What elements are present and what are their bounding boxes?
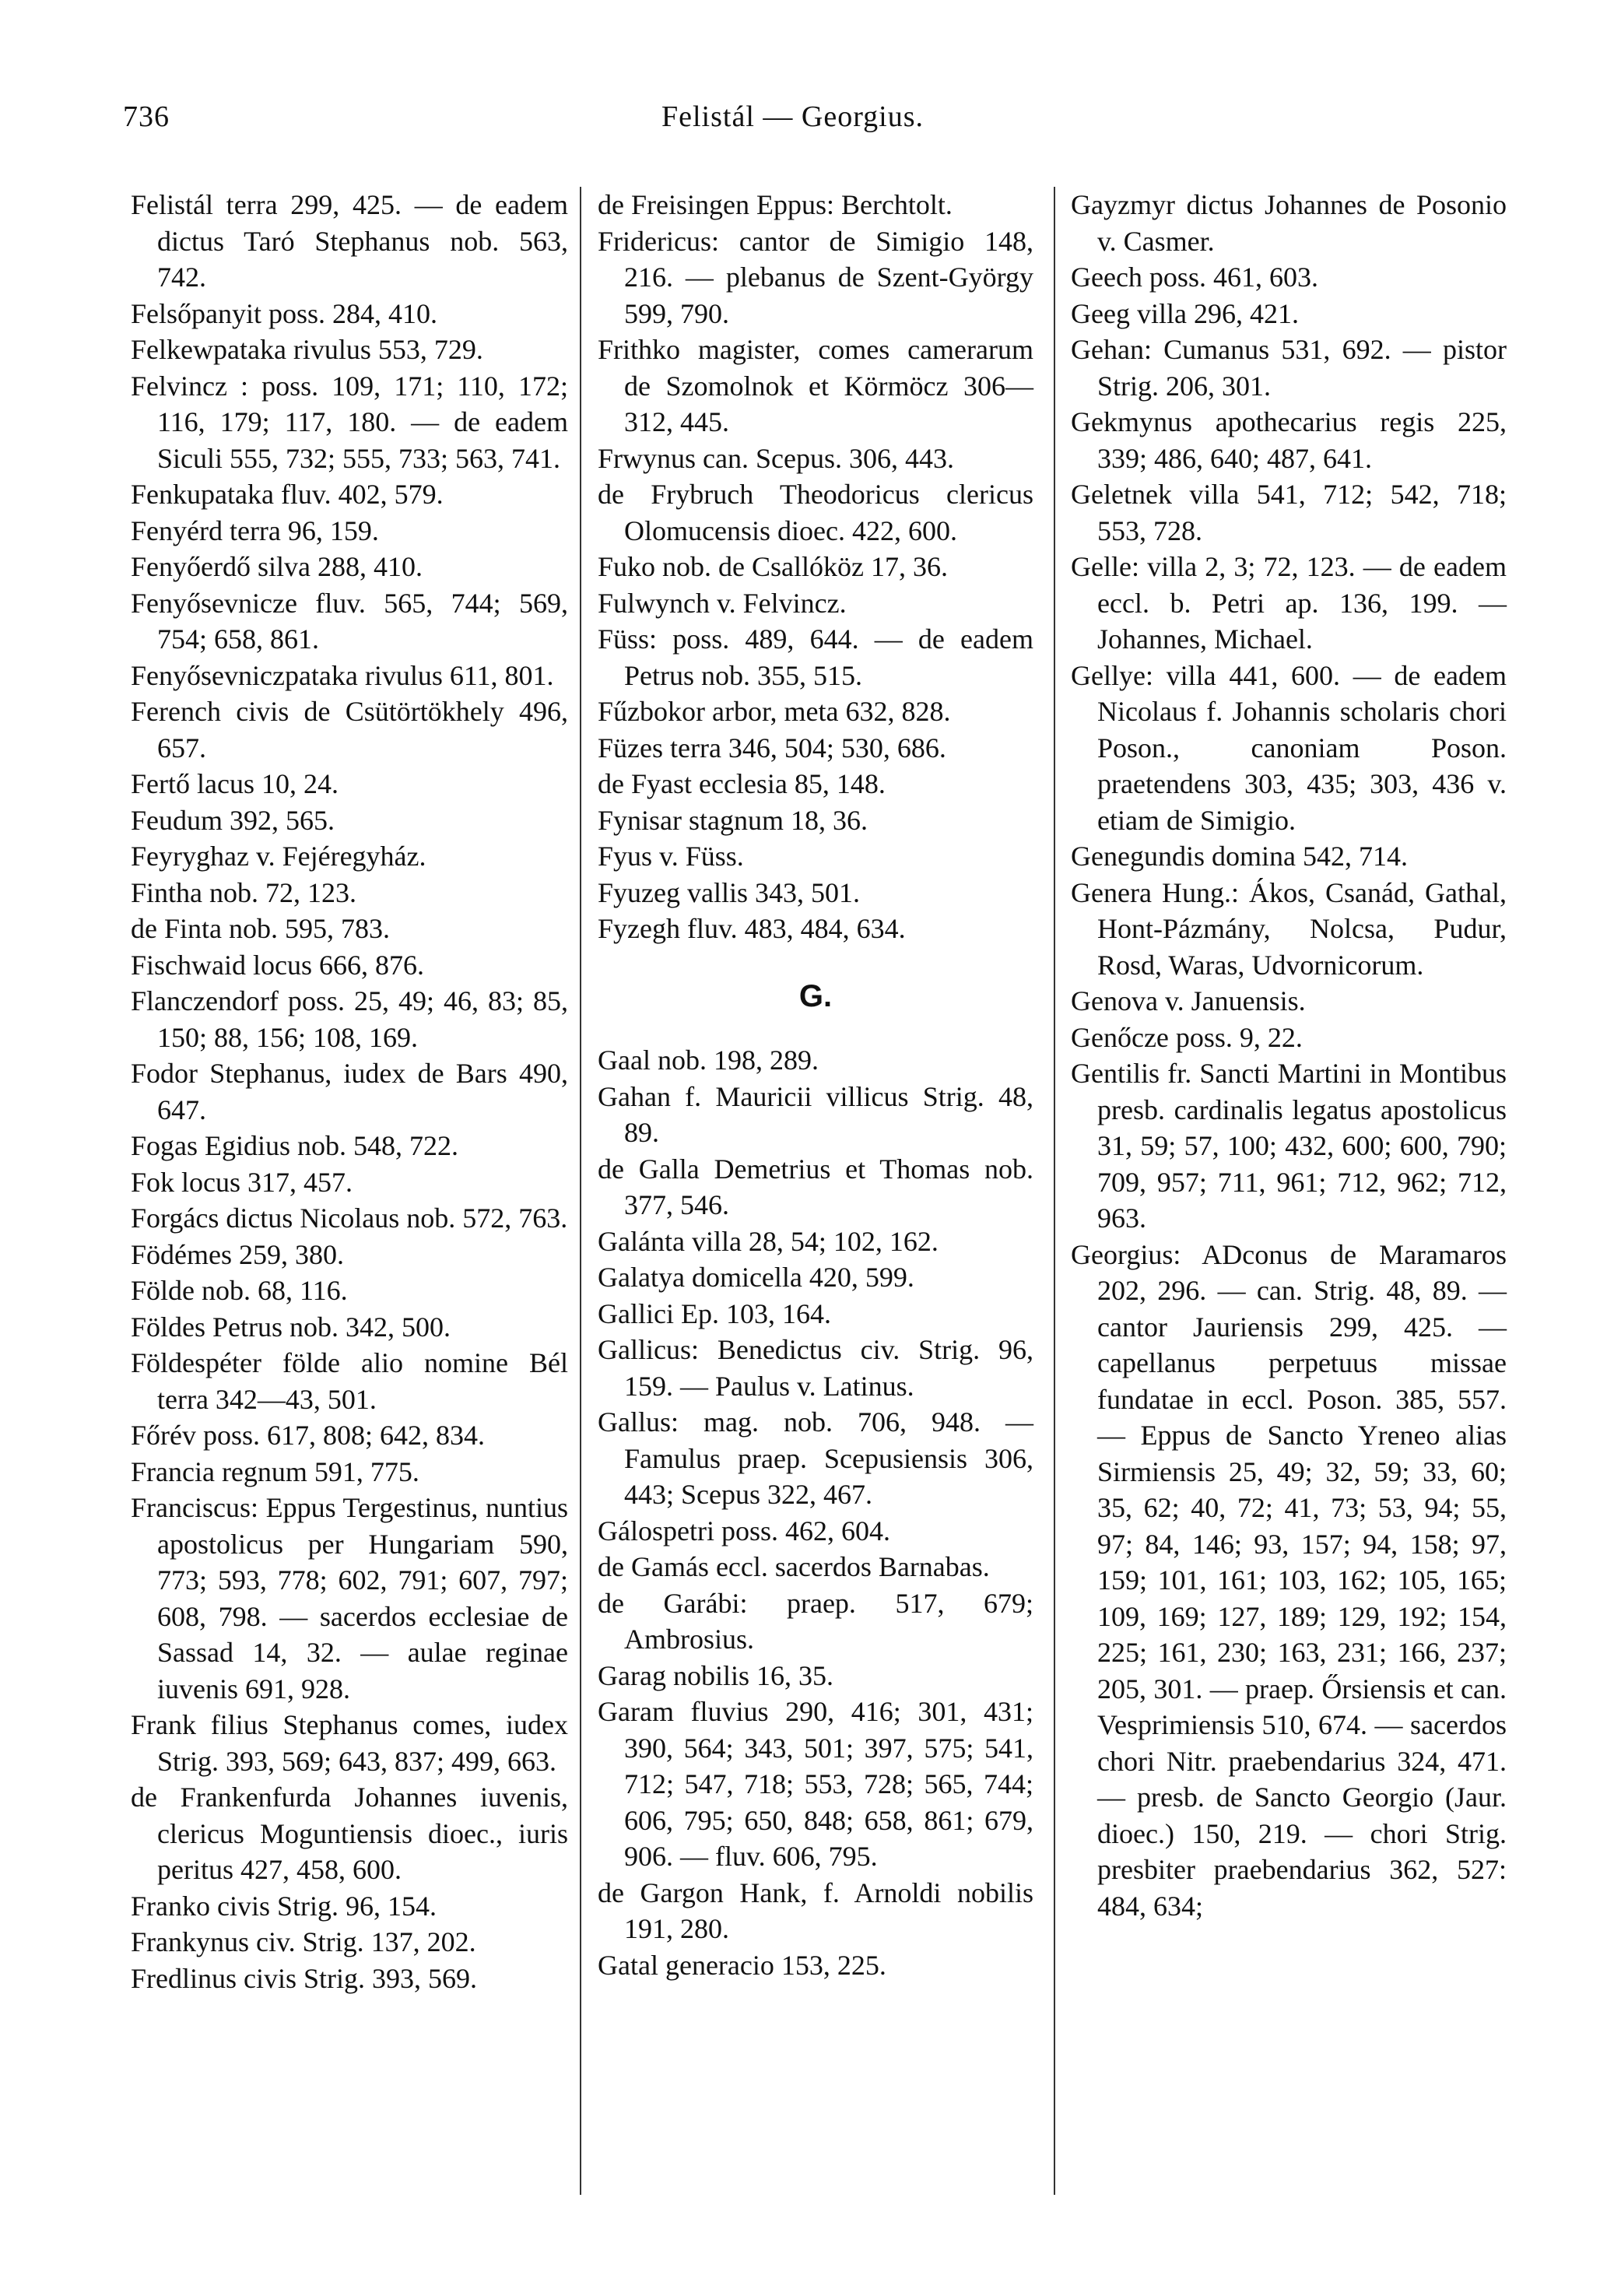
index-entry: Fynisar stagnum 18, 36. [598,804,868,836]
running-head: Felistál — Georgius. [661,100,925,133]
index-entry: Flanczendorf poss. 25, 49; 46, 83; 85, 150; 88, 156; 108, 169. [131,985,568,1053]
index-entry: Fischwaid locus 666, 876. [131,949,424,981]
index-entry: Geech poss. 461, 603. [1071,262,1318,293]
index-column-1 [131,187,568,1996]
index-entry: Felvincz : poss. 109, 171; 110, 172; 116, 179; 117, 180. — de eadem Siculi 555, 732; 555, 733; 563, 741. [131,370,568,474]
index-entry: Franko civis Strig. 96, 154. [131,1890,437,1922]
index-entries-f [598,187,1033,947]
index-entry: Fyzegh fluv. 483, 484, 634. [598,913,906,944]
index-entry: Fogas Egidius nob. 548, 722. [131,1130,459,1161]
index-entry: Geletnek villa 541, 712; 542, 718; 553, 728. [1071,479,1507,546]
index-entry: Franciscus: Eppus Tergestinus, nuntius apostolicus per Hungariam 590, 773; 593, 778; 602, 791; 607, 797; 608, 798. — sacerdos ecclesiae de Sassad 14, 32. — aulae reginae iuvenis 691, 928. [131,1492,568,1704]
index-entry: Gallicus: Benedictus civ. Strig. 96, 159. — Paulus v. Latinus. [598,1334,1033,1402]
index-entry: Gallus: mag. nob. 706, 948. — Famulus praep. Scepusiensis 306, 443; Scepus 322, 467. [598,1406,1033,1510]
index-entry: Garag nobilis 16, 35. [598,1659,833,1691]
index-entry: de Gargon Hank, f. Arnoldi nobilis 191, 280. [598,1876,1033,1944]
index-entry: Gayzmyr dictus Johannes de Posonio v. Casmer. [1071,189,1507,257]
index-entry: Földespéter földe alio nomine Bél terra 342—43, 501. [131,1347,568,1415]
index-entry: Fintha nob. 72, 123. [131,876,357,908]
index-entry: Fredlinus civis Strig. 393, 569. [131,1962,478,1994]
index-entry: Gaal nob. 198, 289. [598,1044,819,1076]
index-entry: Frwynus can. Scepus. 306, 443. [598,442,954,474]
index-entry: Fertő lacus 10, 24. [131,768,339,799]
index-entry: de Galla Demetrius et Thomas nob. 377, 546. [598,1153,1033,1220]
index-entry: Felkewpataka rivulus 553, 729. [131,334,483,365]
index-entry: Fenyősevniczpataka rivulus 611, 801. [131,659,554,691]
index-entry: Frithko magister, comes camerarum de Szomolnok et Körmöcz 306—312, 445. [598,334,1033,437]
index-entry: Gelle: villa 2, 3; 72, 123. — de eadem eccl. b. Petri ap. 136, 199. — Johannes, Michael. [1071,551,1507,655]
index-entry: Gehan: Cumanus 531, 692. — pistor Strig. 206, 301. [1071,334,1507,402]
index-entry: Gálospetri poss. 462, 604. [598,1515,890,1546]
page-header [0,100,1607,146]
index-entry: Gekmynus apothecarius regis 225, 339; 486, 640; 487, 641. [1071,406,1507,474]
column-divider [580,187,581,2195]
section-heading-g: G. [798,978,833,1013]
index-entry: Fok locus 317, 457. [131,1166,353,1198]
index-entry: Galánta villa 28, 54; 102, 162. [598,1225,939,1257]
column-divider [1054,187,1055,2195]
index-entry: de Finta nob. 595, 783. [131,913,390,944]
index-entry: Francia regnum 591, 775. [131,1455,419,1487]
index-entry: Frankynus civ. Strig. 137, 202. [131,1926,476,1957]
index-column-2 [598,187,1033,1983]
index-entry: de Frybruch Theodoricus clericus Olomucensis dioec. 422, 600. [598,479,1033,546]
index-entries-g [598,1042,1033,1983]
index-entry: Fyus v. Füss. [598,841,744,872]
index-entry: Genegundis domina 542, 714. [1071,841,1408,872]
index-entry: Feudum 392, 565. [131,804,335,836]
index-entry: Fridericus: cantor de Simigio 148, 216. — plebanus de Szent-György 599, 790. [598,225,1033,329]
index-entry: Fyuzeg vallis 343, 501. [598,876,860,908]
index-entry: de Garábi: praep. 517, 679; Ambrosius. [598,1587,1033,1655]
index-entry: Födémes 259, 380. [131,1238,344,1270]
index-entry: Ferench civis de Csütörtökhely 496, 657. [131,696,568,764]
index-column-3 [1071,187,1507,1924]
index-entry: Geeg villa 296, 421. [1071,297,1299,329]
index-entry: Fenkupataka fluv. 402, 579. [131,479,444,510]
index-entry: Földe nob. 68, 116. [131,1275,348,1306]
index-entry: de Freisingen Eppus: Berchtolt. [598,189,953,220]
index-entry: Genőcze poss. 9, 22. [1071,1021,1303,1053]
index-entry: Fodor Stephanus, iudex de Bars 490, 647. [131,1058,568,1125]
index-entry: Fuko nob. de Csallóköz 17, 36. [598,551,948,582]
index-entry: Forgács dictus Nicolaus nob. 572, 763. [131,1202,568,1234]
index-entry: Füss: poss. 489, 644. — de eadem Petrus nob. 355, 515. [598,623,1033,691]
index-entry: Genera Hung.: Ákos, Csanád, Gathal, Hont-Pázmány, Nolcsa, Pudur, Rosd, Waras, Udvornicorum. [1071,876,1507,981]
index-entry: Fenyősevnicze fluv. 565, 744; 569, 754; 658, 861. [131,587,568,655]
index-entry: Garam fluvius 290, 416; 301, 431; 390, 564; 343, 501; 397, 575; 541, 712; 547, 718; 553, 728; 565, 744; 606, 795; 650, 848; 658, 861; 679, 906. — fluv. 606, 795. [598,1696,1033,1872]
index-entry: Gallici Ep. 103, 164. [598,1297,831,1329]
index-entry: Fenyőerdő silva 288, 410. [131,551,423,582]
page-number: 736 [123,100,170,133]
index-entry: Gatal generacio 153, 225. [598,1949,886,1981]
index-entry: Gellye: villa 441, 600. — de eadem Nicolaus f. Johannis scholaris chori Poson., canoniam Poson. praetendens 303, 435; 303, 436 v. etiam de Simigio. [1071,659,1507,836]
index-entry: Felistál terra 299, 425. — de eadem dictus Taró Stephanus nob. 563, 742. [131,189,568,293]
index-entry: Felsőpanyit poss. 284, 410. [131,297,438,329]
index-entry: Feyryghaz v. Fejéregyház. [131,841,426,872]
index-entry: Galatya domicella 420, 599. [598,1262,914,1293]
index-entry: Főrév poss. 617, 808; 642, 834. [131,1420,486,1451]
index-entry: Földes Petrus nob. 342, 500. [131,1311,451,1343]
index-entry: Frank filius Stephanus comes, iudex Strig. 393, 569; 643, 837; 499, 663. [131,1709,568,1777]
index-entry: Fűzbokor arbor, meta 632, 828. [598,696,951,727]
index-entry: Gahan f. Mauricii villicus Strig. 48, 89. [598,1080,1033,1148]
index-entry: Genova v. Januensis. [1071,985,1306,1016]
index-entry: de Gamás eccl. sacerdos Barnabas. [598,1551,990,1582]
index-entry: Georgius: ADconus de Maramaros 202, 296. — can. Strig. 48, 89. — cantor Jauriensis 299, 425. — capellanus perpetuus missae fundatae in eccl. Poson. 385, 557. — Eppus de Sancto Yreneo alias Sirmiensis 25, 49; 32, 59; 33, 60; 35, 62; 40, 72; 41, 73; 53, 94; 55, 97; 84, 146; 93, 157; 94, 158; 97, 159; 101, 161; 103, 162; 105, 165; 109, 169; 127, 189; 129, 192; 154, 225; 161, 230; 163, 231; 166, 237; 205, 301. — praep. Őrsiensis et can. Vesprimiensis 510, 674. — sacerdos chori Nitr. praebendarius 324, 471. — presb. de Sancto Georgio (Jaur. dioec.) 150, 219. — chori Strig. presbiter praebendarius 362, 527: 484, 634; [1071,1238,1507,1922]
index-entry: Gentilis fr. Sancti Martini in Montibus presb. cardinalis legatus apostolicus 31, 59; 57, 100; 432, 600; 600, 790; 709, 957; 711, 961; 712, 962; 712, 963. [1071,1058,1507,1234]
index-entry: Füzes terra 346, 504; 530, 686. [598,732,946,764]
index-entry: de Frankenfurda Johannes iuvenis, clericus Moguntiensis dioec., iuris peritus 427, 458, 600. [131,1782,568,1885]
index-entry: Fenyérd terra 96, 159. [131,514,379,546]
index-entry: Fulwynch v. Felvincz. [598,587,847,619]
index-entry: de Fyast ecclesia 85, 148. [598,768,886,799]
